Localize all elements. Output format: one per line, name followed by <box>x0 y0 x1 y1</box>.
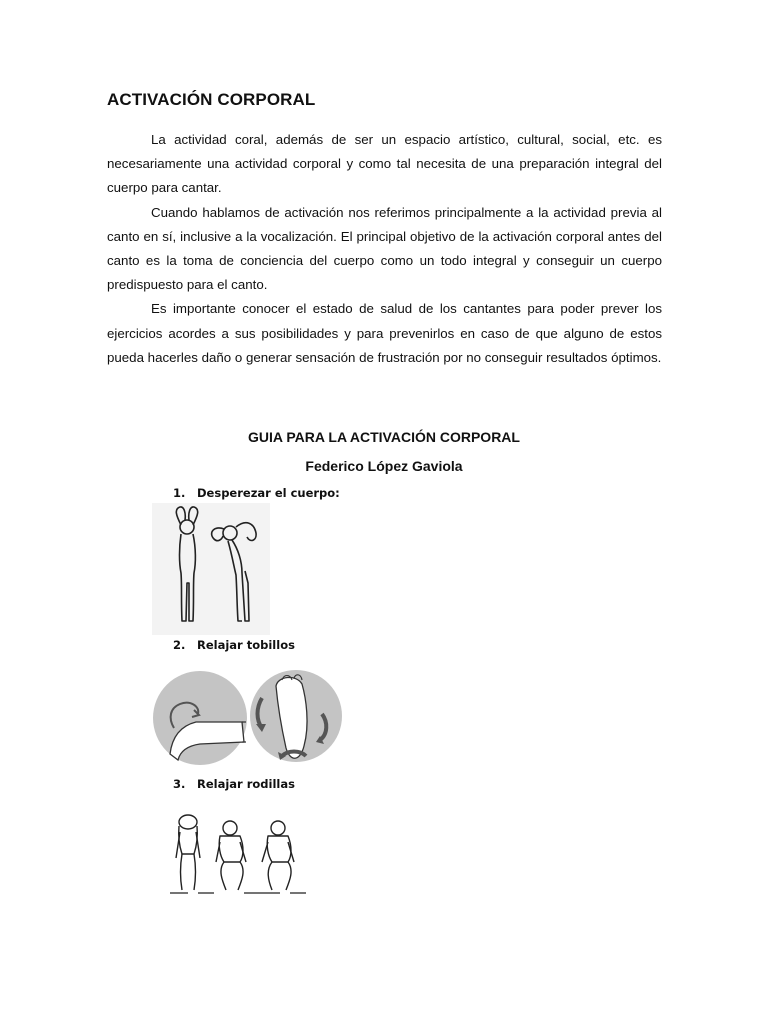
body-text <box>107 128 662 370</box>
step-3-heading <box>173 777 295 791</box>
step-label: Relajar tobillos <box>197 638 295 652</box>
guide-author: Federico López Gaviola <box>305 458 463 474</box>
relax-knees-illustration <box>168 812 308 896</box>
step-number: 2. <box>173 638 186 652</box>
paragraph: Cuando hablamos de activación nos referimos principalmente a la actividad previa al canto en sí, inclusive a la vocalización. El principal objetivo de la activación corporal antes del canto es la toma de conciencia del cuerpo como un todo integral y conseguir un cuerpo predispuesto para el canto. <box>107 204 662 293</box>
stretch-body-illustration <box>152 503 270 635</box>
paragraph: Es importante conocer el estado de salud de los cantantes para poder prever los ejercicios acordes a sus posibilidades y para prevenirlos en caso de que alguno de estos pueda hacerles daño o generar sensación de frustración por no conseguir resultados óptimos. <box>107 301 662 365</box>
step-1-heading <box>173 486 340 500</box>
paragraph: La actividad coral, además de ser un espacio artístico, cultural, social, etc. es necesariamente una actividad corporal y como tal necesita de una preparación integral del cuerpo para cantar. <box>107 132 662 196</box>
page-title: ACTIVACIÓN CORPORAL <box>107 90 316 109</box>
step-label: Desperezar el cuerpo: <box>197 486 340 500</box>
step-label: Relajar rodillas <box>197 777 295 791</box>
guide-title: GUIA PARA LA ACTIVACIÓN CORPORAL <box>248 429 520 445</box>
step-number: 3. <box>173 777 186 791</box>
relax-ankles-illustration <box>150 668 342 768</box>
step-2-heading <box>173 638 295 652</box>
step-number: 1. <box>173 486 186 500</box>
